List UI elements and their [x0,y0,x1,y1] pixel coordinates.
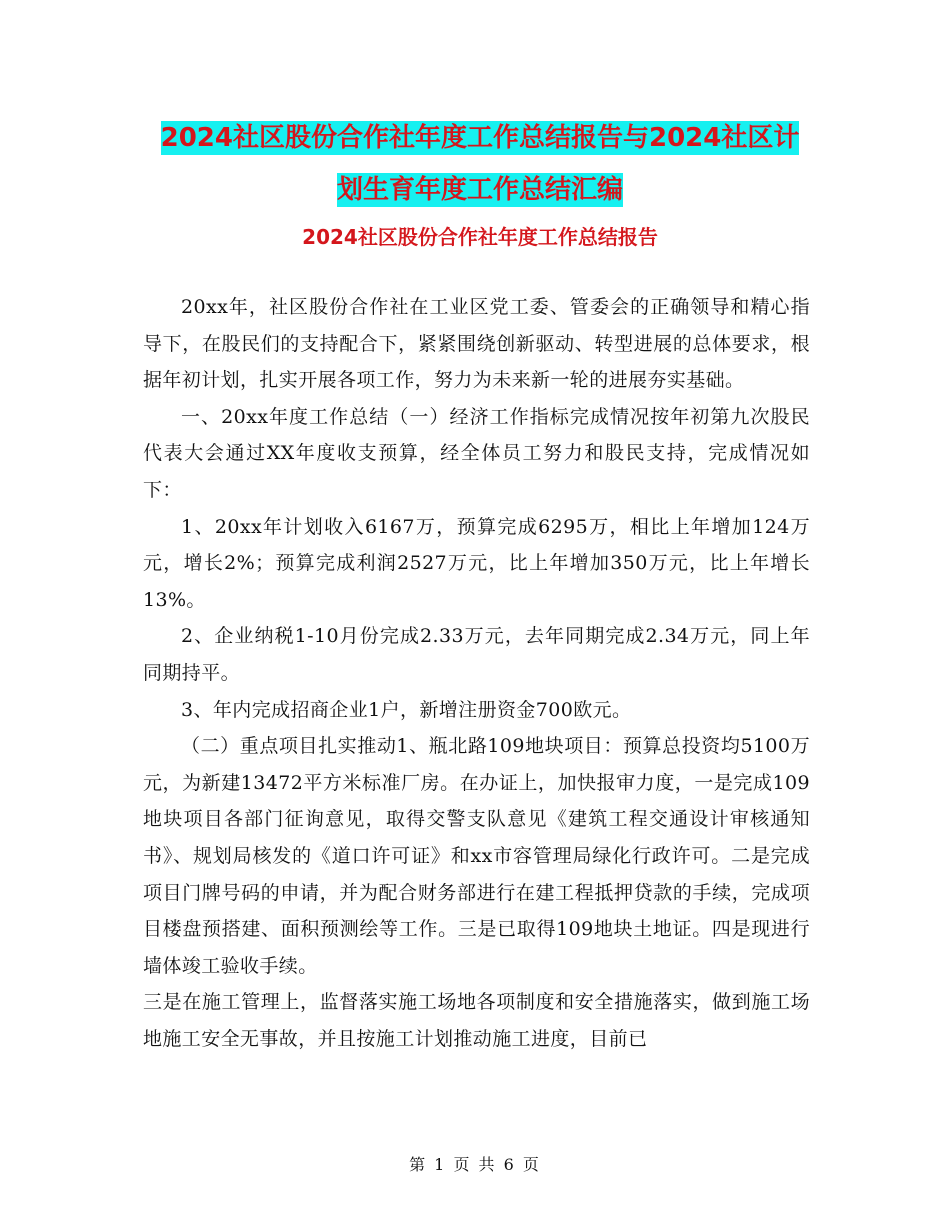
document-body [143,289,810,1057]
page-footer: 第 1 页 共 6 页 [409,1155,541,1174]
paragraph-item-3: 3、年内完成招商企业1户，新增注册资金700欧元。 [181,698,632,721]
paragraph-key-projects: （二）重点项目扎实推动1、瓶北路109地块项目：预算总投资均5100万元，为新建13472平方米标准厂房。在办证上，加快报审力度，一是完成109地块项目各部门征询意见，取得交警支队意见《建筑工程交通设计审核通知书》、规划局核发的《道口许可证》和xx市容管理局绿化行政许可。二是完成项目门牌号码的申请，并为配合财务部进行在建工程抵押贷款的手续，完成项目楼盘预搭建、面积预测绘等工作。三是已取得109地块土地证。四是现进行墙体竣工验收手续。 [143,735,810,977]
document-main-title [140,112,820,216]
paragraph-construction: 三是在施工管理上，监督落实施工场地各项制度和安全措施落实，做到施工场地施工安全无事故，并且按施工计划推动施工进度，目前已 [143,991,810,1050]
paragraph-summary-heading: 一、20xx年度工作总结（一）经济工作指标完成情况按年初第九次股民代表大会通过XX年度收支预算，经全体员工努力和股民支持，完成情况如下： [143,405,810,501]
main-title-line-1: 2024社区股份合作社年度工作总结报告与2024社区计 [160,123,800,153]
paragraph-item-1: 1、20xx年计划收入6167万，预算完成6295万，相比上年增加124万元，增长2%；预算完成利润2527万元，比上年增加350万元，比上年增长13%。 [143,515,810,611]
paragraph-intro: 20xx年，社区股份合作社在工业区党工委、管委会的正确领导和精心指导下，在股民们的支持配合下，紧紧围绕创新驱动、转型进展的总体要求，根据年初计划，扎实开展各项工作，努力为未来新一轮的进展夯实基础。 [143,296,810,392]
paragraph-item-2: 2、企业纳税1-10月份完成2.33万元，去年同期完成2.34万元，同上年同期持平。 [143,625,810,684]
section-title: 2024社区股份合作社年度工作总结报告 [302,225,658,249]
main-title-line-2: 划生育年度工作总结汇编 [336,175,623,205]
